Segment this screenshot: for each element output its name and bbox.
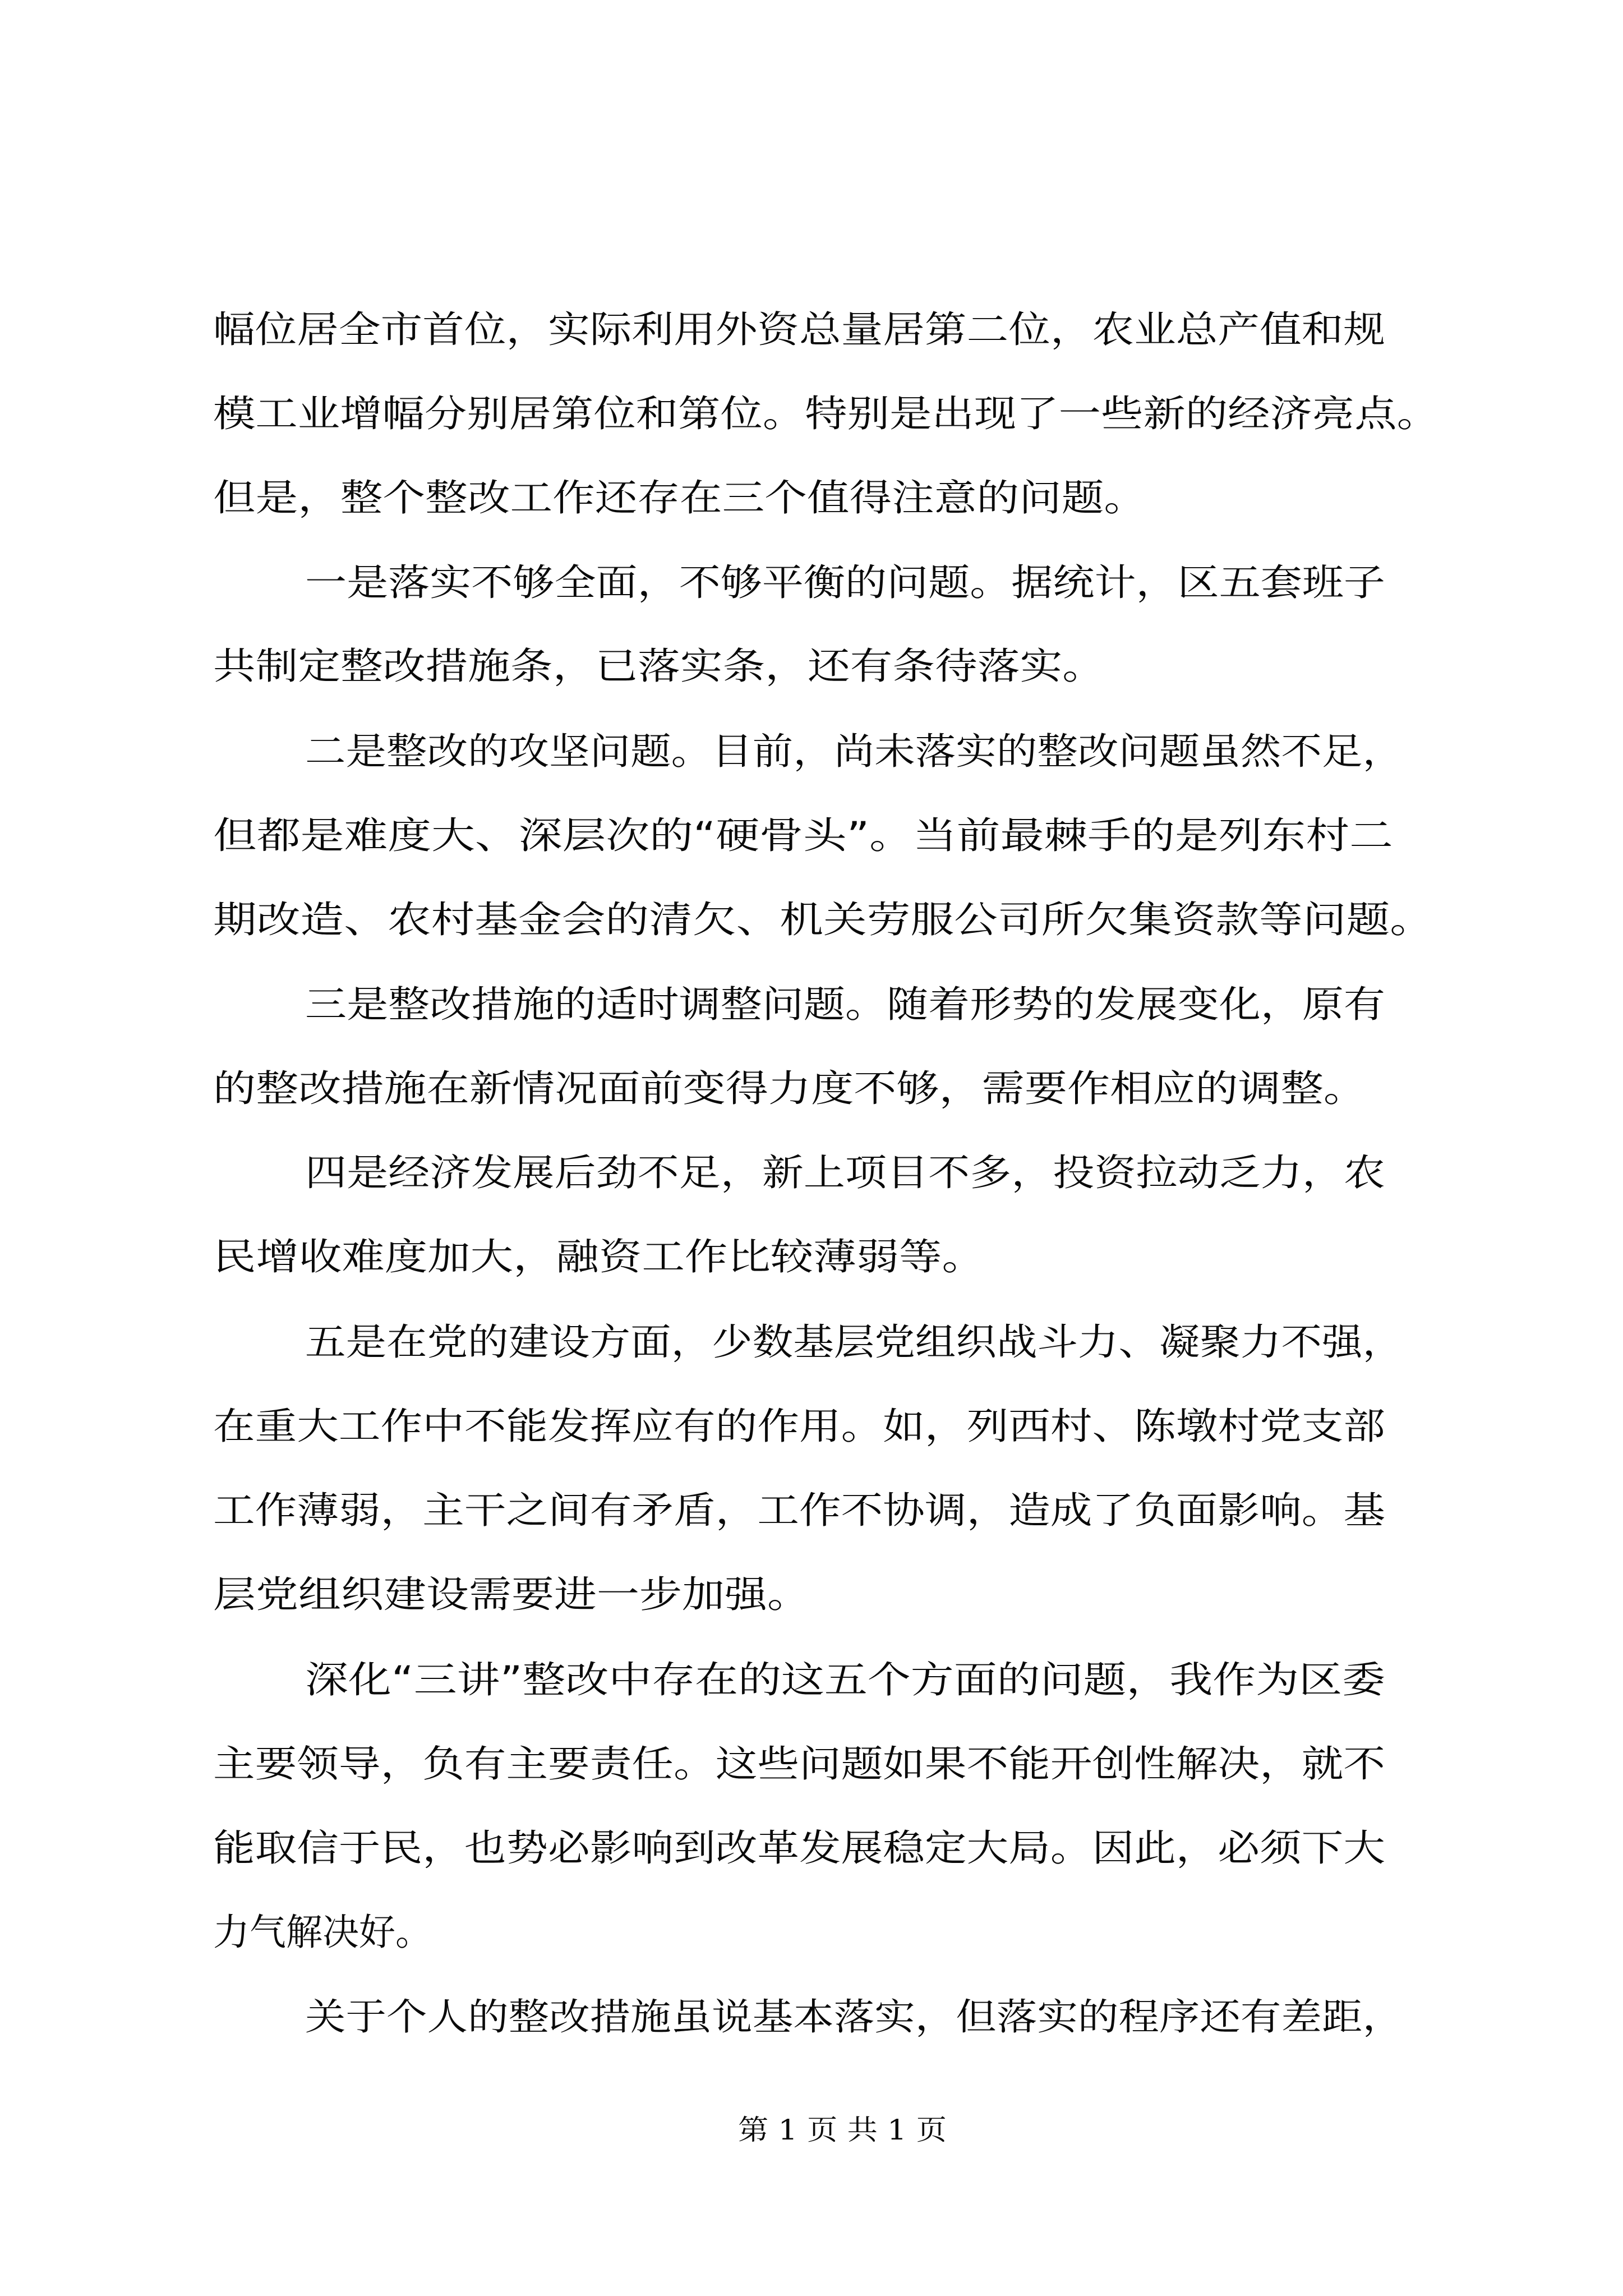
text-line: 民增收难度加大，融资工作比较薄弱等。: [213, 1235, 985, 1278]
text-line: 幅位居全市首位，实际利用外资总量居第二位，农业总产值和规: [213, 308, 1385, 351]
text-line: 层党组织建设需要进一步加强。: [213, 1573, 810, 1616]
text-line: 三是整改措施的适时调整问题。随着形势的发展变化，原有: [305, 983, 1385, 1026]
text-line: 力气解决好。: [213, 1911, 432, 1954]
text-line: 期改造、农村基金会的清欠、机关劳服公司所欠集资款等问题。: [213, 898, 1433, 941]
text-line: 模工业增幅分别居第位和第位。特别是出现了一些新的经济亮点。: [213, 392, 1439, 435]
text-line: 深化“三讲”整改中存在的这五个方面的问题，我作为区委: [305, 1658, 1385, 1701]
text-line: 共制定整改措施条，已落实条，还有条待落实。: [213, 645, 1105, 688]
text-line: 一是落实不够全面，不够平衡的问题。据统计，区五套班子: [305, 561, 1385, 604]
text-line: 但是，整个整改工作还存在三个值得注意的问题。: [213, 476, 1146, 519]
page-number: 第 1 页 共 1 页: [738, 2114, 947, 2146]
text-line: 在重大工作中不能发挥应有的作用。如，列西村、陈墩村党支部: [213, 1405, 1385, 1448]
text-line: 关于个人的整改措施虽说基本落实，但落实的程序还有差距，: [305, 1995, 1403, 2039]
text-line: 但都是难度大、深层次的“硬骨头”。当前最棘手的是列东村二: [213, 814, 1393, 857]
text-line: 能取信于民，也势必影响到改革发展稳定大局。因此，必须下大: [213, 1826, 1385, 1870]
text-line: 工作薄弱，主干之间有矛盾，工作不协调，造成了负面影响。基: [213, 1489, 1385, 1532]
text-line: 的整改措施在新情况面前变得力度不够，需要作相应的调整。: [213, 1067, 1366, 1110]
text-line: 主要领导，负有主要责任。这些问题如果不能开创性解决，就不: [213, 1742, 1385, 1786]
text-line: 五是在党的建设方面，少数基层党组织战斗力、凝聚力不强，: [305, 1320, 1403, 1364]
text-line: 四是经济发展后劲不足，新上项目不多，投资拉动乏力，农: [305, 1151, 1385, 1194]
text-line: 二是整改的攻坚问题。目前，尚未落实的整改问题虽然不足，: [305, 730, 1403, 773]
